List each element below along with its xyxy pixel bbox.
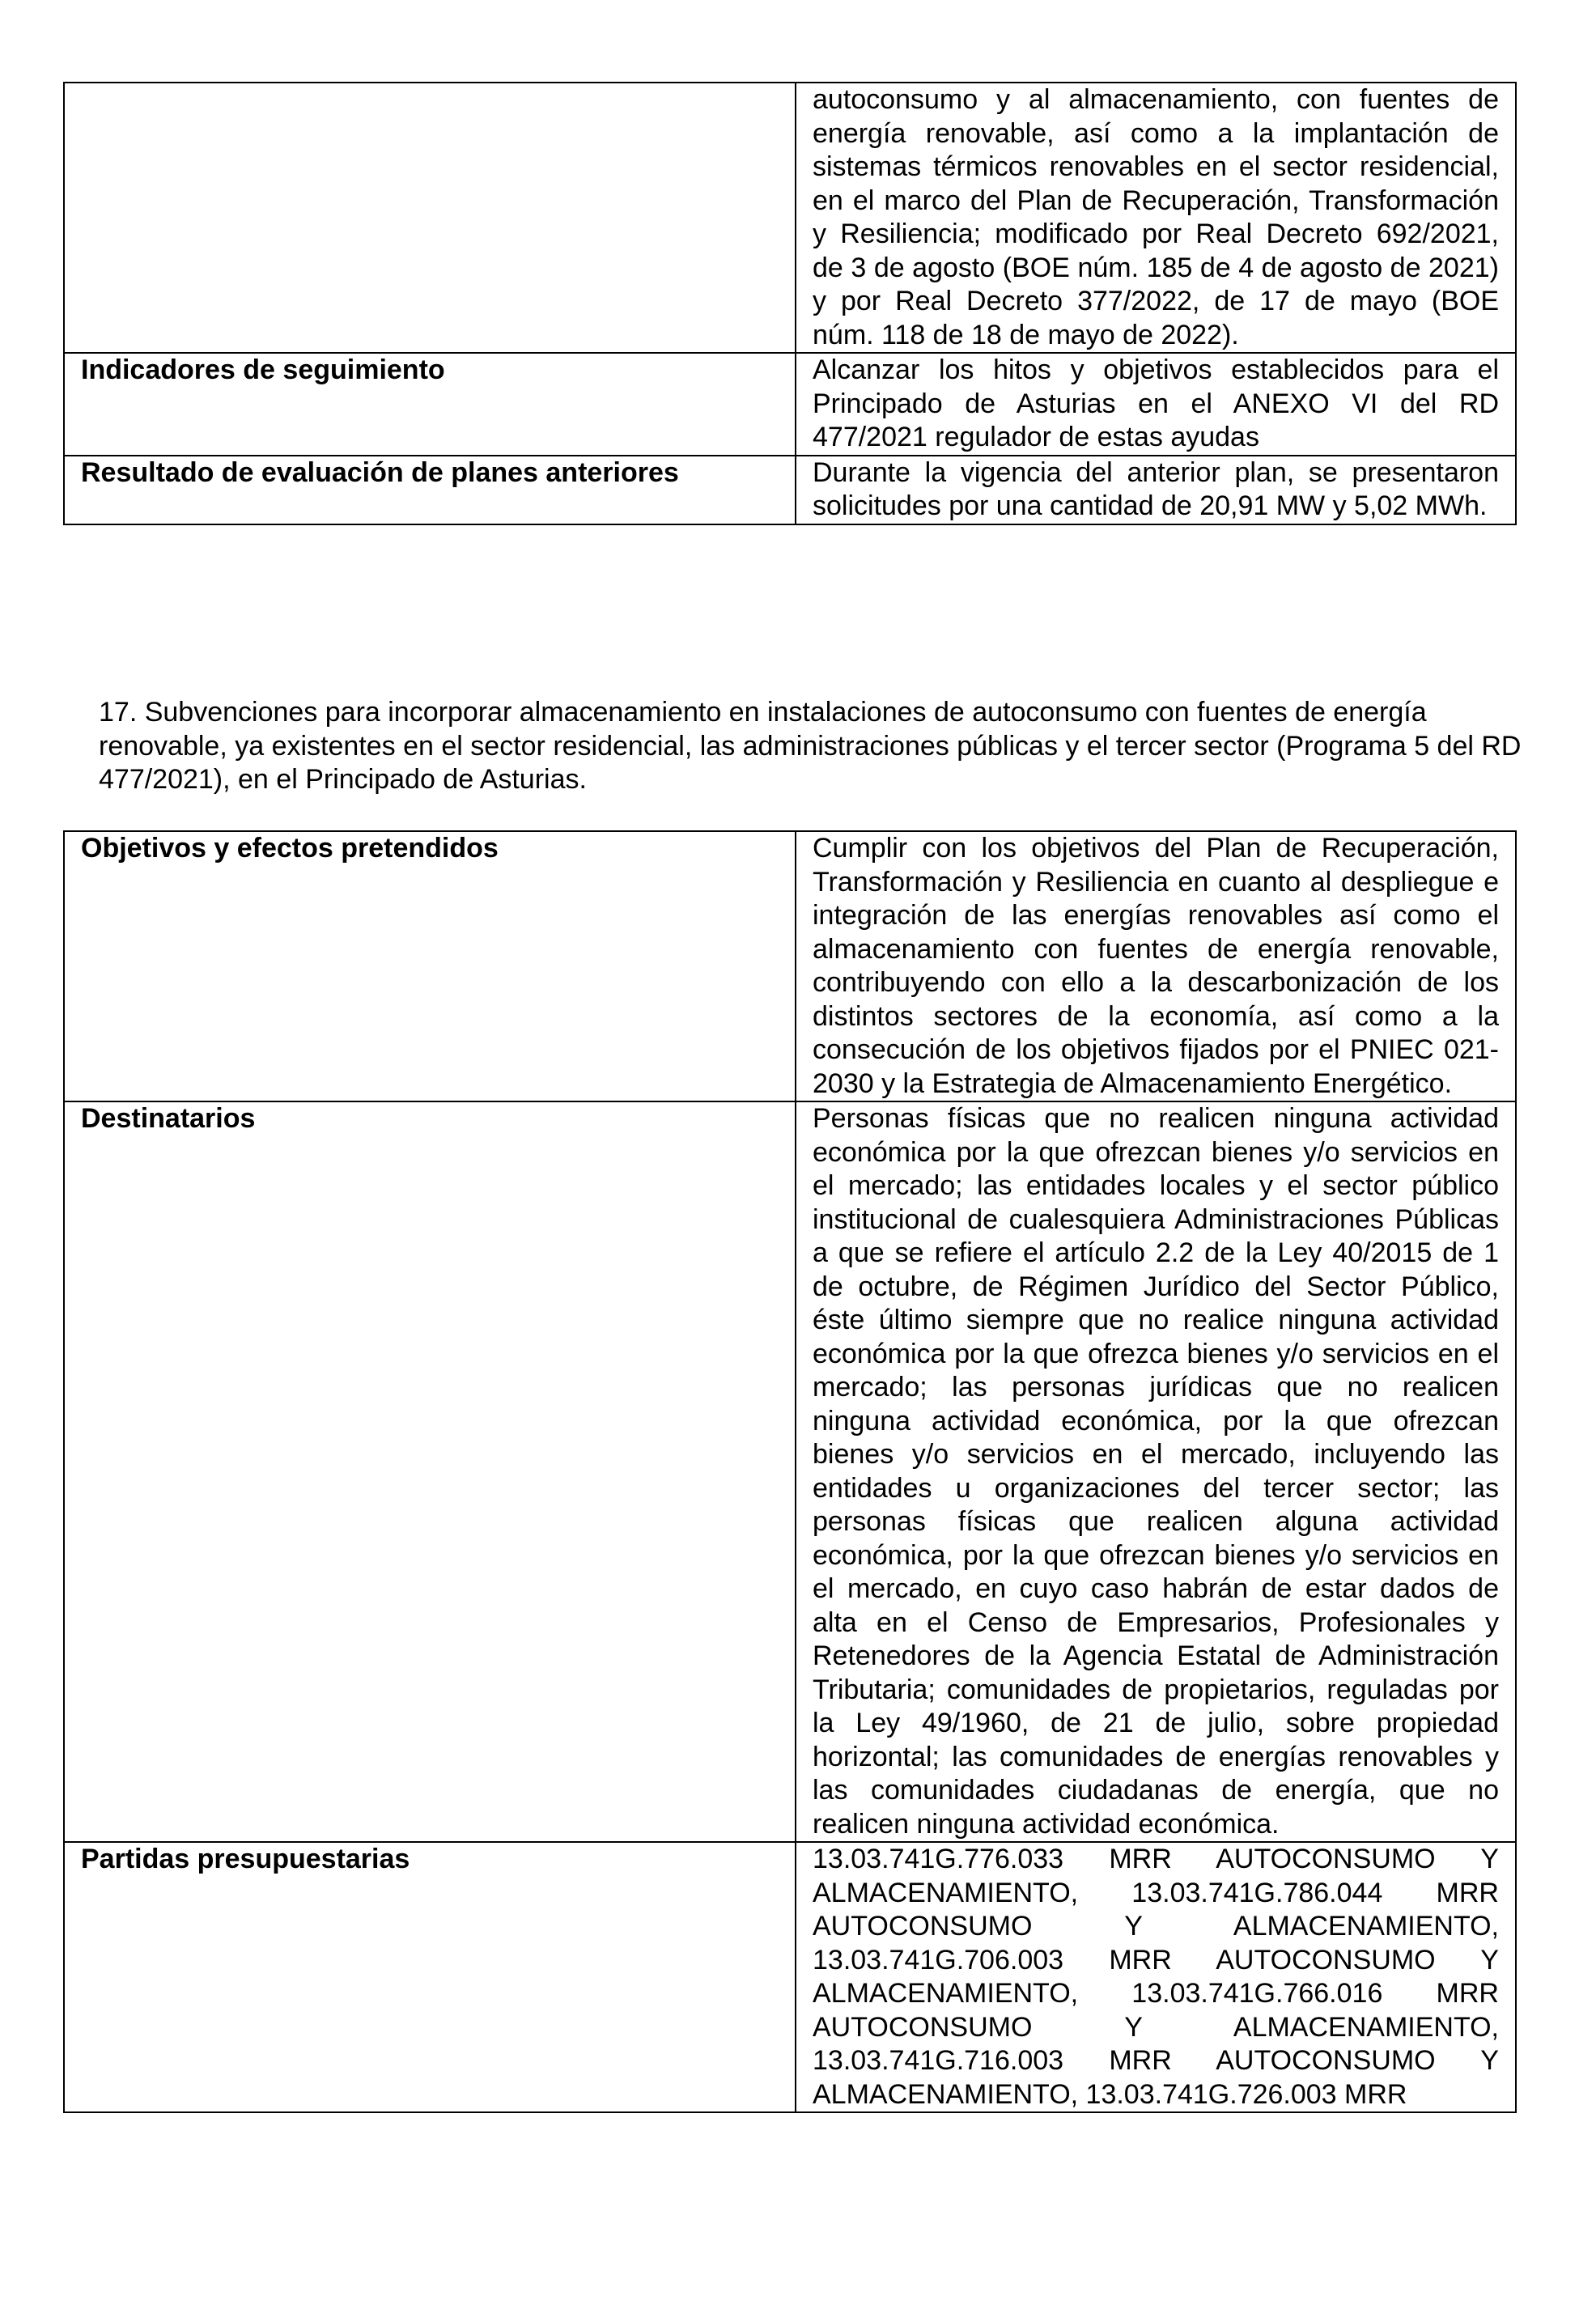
section-17-table <box>63 830 1517 2113</box>
table-row <box>64 1101 1516 1842</box>
table-row <box>64 83 1516 353</box>
row-value-resultado: Durante la vigencia del anterior plan, se presentaron solicitudes por una cantidad de 20,91 MW y 5,02 MWh. <box>796 456 1516 524</box>
row-label-indicadores: Indicadores de seguimiento <box>64 353 796 456</box>
table-row <box>64 831 1516 1101</box>
row-label-destinatarios: Destinatarios <box>64 1101 796 1842</box>
table-row <box>64 456 1516 524</box>
row-value-destinatarios: Personas físicas que no realicen ninguna actividad económica por la que ofrezcan bienes y/o servicios en el mercado; las entidades locales y el sector público institucional de cualesquiera Administraciones Públicas a que se refiere el artículo 2.2 de la Ley 40/2015 de 1 de octubre, de Régimen Jurídico del Sector Público, éste último siempre que no realice ninguna actividad económica por la que ofrezca bienes y/o servicios en el mercado; las personas jurídicas que no realicen ninguna actividad económica, por la que ofrezcan bienes y/o servicios en el mercado, incluyendo las entidades u organizaciones del tercer sector; las personas físicas que realicen alguna actividad económica, por la que ofrezcan bienes y/o servicios en el mercado, en cuyo caso habrán de estar dados de alta en el Censo de Empresarios, Profesionales y Retenedores de la Agencia Estatal de Administración Tributaria; comunidades de propietarios, reguladas por la Ley 49/1960, de 21 de julio, sobre propiedad horizontal; las comunidades de energías renovables y las comunidades ciudadanas de energía, que no realicen ninguna actividad económica. <box>796 1101 1516 1842</box>
row-value-partidas: 13.03.741G.776.033 MRR AUTOCONSUMO Y ALMACENAMIENTO, 13.03.741G.786.044 MRR AUTOCONSUMO Y ALMACENAMIENTO, 13.03.741G.706.003 MRR AUTOCONSUMO Y ALMACENAMIENTO, 13.03.741G.766.016 MRR AUTOCONSUMO Y ALMACENAMIENTO, 13.03.741G.716.003 MRR AUTOCONSUMO Y ALMACENAMIENTO, 13.03.741G.726.003 MRR <box>796 1842 1516 2112</box>
row-value-indicadores: Alcanzar los hitos y objetivos establecidos para el Principado de Asturias en el ANEXO VI del RD 477/2021 regulador de estas ayudas <box>796 353 1516 456</box>
row-value-legal-basis-continued: autoconsumo y al almacenamiento, con fuentes de energía renovable, así como a la implantación de sistemas térmicos renovables en el sector residencial, en el marco del Plan de Recuperación, Transformación y Resiliencia; modificado por Real Decreto 692/2021, de 3 de agosto (BOE núm. 185 de 4 de agosto de 2021) y por Real Decreto 377/2022, de 17 de mayo (BOE núm. 118 de 18 de mayo de 2022). <box>796 83 1516 353</box>
row-label-objetivos: Objetivos y efectos pretendidos <box>64 831 796 1101</box>
table-row <box>64 1842 1516 2112</box>
row-label-resultado: Resultado de evaluación de planes anteriores <box>64 456 796 524</box>
row-label-partidas: Partidas presupuestarias <box>64 1842 796 2112</box>
table-row <box>64 353 1516 456</box>
row-label <box>64 83 796 353</box>
continued-info-table <box>63 82 1517 525</box>
section-17-heading: 17. Subvenciones para incorporar almacenamiento en instalaciones de autoconsumo con fuentes de energía renovable, ya existentes en el sector residencial, las administraciones públicas y el tercer sector (Programa 5 del RD 477/2021), en el Principado de Asturias. <box>99 697 1522 795</box>
row-value-objetivos: Cumplir con los objetivos del Plan de Recuperación, Transformación y Resiliencia en cuanto al despliegue e integración de las energías renovables así como el almacenamiento con fuentes de energía renovable, contribuyendo con ello a la descarbonización de los distintos sectores de la economía, así como a la consecución de los objetivos fijados por el PNIEC 021-2030 y la Estrategia de Almacenamiento Energético. <box>796 831 1516 1101</box>
